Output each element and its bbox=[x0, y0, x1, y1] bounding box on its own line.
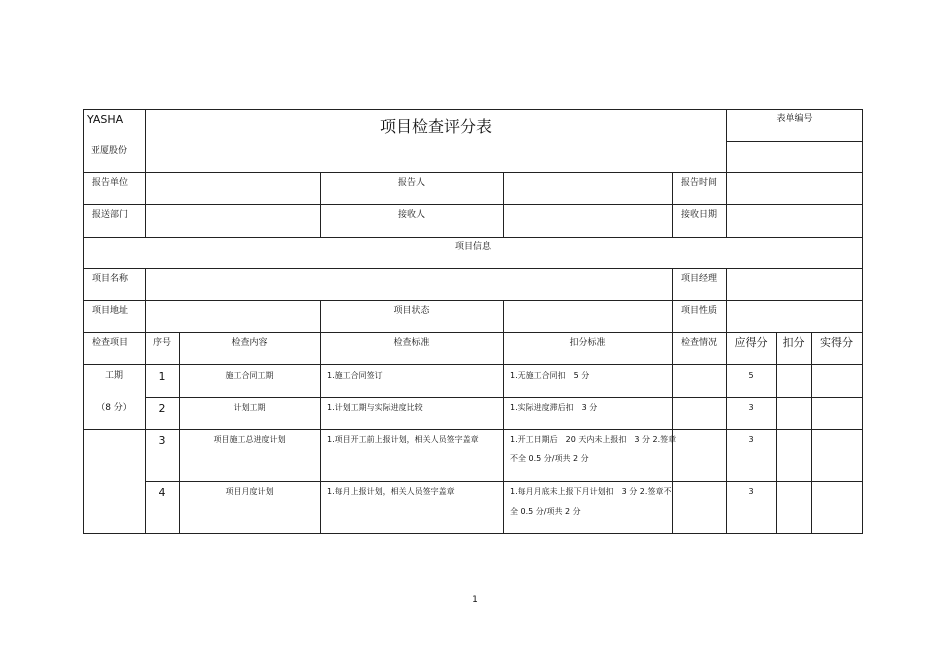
page-number: 1 bbox=[472, 595, 478, 605]
col-header-content: 检查内容 bbox=[231, 338, 268, 348]
row-content: 项目施工总进度计划 bbox=[213, 435, 286, 444]
row-standard: 1.施工合同签订 bbox=[327, 371, 383, 380]
row-actual-score-field[interactable] bbox=[812, 482, 862, 533]
row-due-score: 3 bbox=[748, 403, 754, 412]
row-inspection-field[interactable] bbox=[673, 482, 726, 533]
form-number-field[interactable] bbox=[727, 142, 862, 172]
row-deduct-standard-line-1: 1.开工日期后 20 天内未上报扣 3 分 2.签章 bbox=[510, 435, 677, 444]
row-standard: 1.每月上报计划，相关人员签字盖章 bbox=[327, 487, 455, 496]
row-deduction-field[interactable] bbox=[777, 482, 811, 533]
row-actual-score-field[interactable] bbox=[812, 365, 862, 397]
row-deduction-field[interactable] bbox=[777, 365, 811, 397]
row-number: 3 bbox=[158, 434, 166, 447]
group-score: （8 分） bbox=[96, 403, 132, 413]
project-address-label: 项目地址 bbox=[92, 306, 129, 316]
col-header-standard: 检查标准 bbox=[393, 338, 430, 348]
project-info-heading: 项目信息 bbox=[454, 242, 491, 252]
row-standard: 1.计划工期与实际进度比较 bbox=[327, 403, 423, 412]
project-nature-label: 项目性质 bbox=[681, 306, 718, 316]
row-due-score: 3 bbox=[748, 487, 754, 496]
project-name-label: 项目名称 bbox=[92, 274, 129, 284]
row-content: 施工合同工期 bbox=[225, 371, 274, 380]
row-deduction-field[interactable] bbox=[777, 430, 811, 481]
row-actual-score-field[interactable] bbox=[812, 430, 862, 481]
row-inspection-field[interactable] bbox=[673, 365, 726, 397]
report-unit-field[interactable] bbox=[146, 173, 320, 204]
receiver-field[interactable] bbox=[504, 205, 672, 237]
row-deduct-standard-line-2: 不全 0.5 分/项共 2 分 bbox=[510, 454, 589, 463]
row-actual-score-field[interactable] bbox=[812, 398, 862, 429]
group-name: 工期 bbox=[104, 371, 123, 381]
receive-date-field[interactable] bbox=[727, 205, 862, 237]
project-name-field[interactable] bbox=[146, 269, 672, 300]
project-nature-field[interactable] bbox=[727, 301, 862, 332]
page-title: 项目检查评分表 bbox=[379, 117, 492, 136]
row-due-score: 3 bbox=[748, 435, 754, 444]
project-status-field[interactable] bbox=[504, 301, 672, 332]
col-header-deduct-standard: 扣分标准 bbox=[569, 338, 606, 348]
col-header-deduction: 扣分 bbox=[782, 336, 805, 349]
row-number: 2 bbox=[158, 402, 166, 415]
col-header-actual-score: 实得分 bbox=[820, 336, 853, 349]
project-manager-label: 项目经理 bbox=[681, 274, 718, 284]
row-deduct-standard-line-1: 1.每月月底未上报下月计划扣 3 分 2.签章不 bbox=[510, 487, 672, 496]
report-unit-label: 报告单位 bbox=[92, 178, 129, 188]
company-name-cn: 亚厦股份 bbox=[91, 146, 128, 156]
row-number: 4 bbox=[158, 486, 166, 499]
report-dept-label: 报送部门 bbox=[92, 210, 129, 220]
row-number: 1 bbox=[158, 370, 166, 383]
row-inspection-field[interactable] bbox=[673, 398, 726, 429]
row-content: 计划工期 bbox=[233, 403, 266, 412]
row-content: 项目月度计划 bbox=[225, 487, 274, 496]
report-dept-field[interactable] bbox=[146, 205, 320, 237]
report-time-field[interactable] bbox=[727, 173, 862, 204]
reporter-label: 报告人 bbox=[397, 178, 425, 188]
form-number-label: 表单编号 bbox=[776, 114, 813, 124]
row-inspection-field[interactable] bbox=[673, 430, 726, 481]
row-standard: 1.项目开工前上报计划，相关人员签字盖章 bbox=[327, 435, 479, 444]
col-header-due-score: 应得分 bbox=[734, 336, 768, 349]
receive-date-label: 接收日期 bbox=[681, 210, 718, 220]
reporter-field[interactable] bbox=[504, 173, 672, 204]
project-manager-field[interactable] bbox=[727, 269, 862, 300]
receiver-label: 接收人 bbox=[397, 210, 425, 220]
col-header-item: 检查项目 bbox=[92, 338, 129, 348]
project-status-label: 项目状态 bbox=[393, 306, 430, 316]
row-deduct-standard-line-2: 全 0.5 分/项共 2 分 bbox=[510, 507, 581, 516]
report-time-label: 报告时间 bbox=[681, 178, 718, 188]
row-deduct-standard: 1.无施工合同扣 5 分 bbox=[510, 371, 590, 380]
row-deduction-field[interactable] bbox=[777, 398, 811, 429]
project-address-field[interactable] bbox=[146, 301, 320, 332]
col-header-no: 序号 bbox=[152, 338, 171, 348]
row-deduct-standard: 1.实际进度滞后扣 3 分 bbox=[510, 403, 598, 412]
company-name-en: YASHA bbox=[87, 113, 124, 126]
row-due-score: 5 bbox=[748, 371, 754, 380]
col-header-inspection: 检查情况 bbox=[680, 338, 717, 348]
